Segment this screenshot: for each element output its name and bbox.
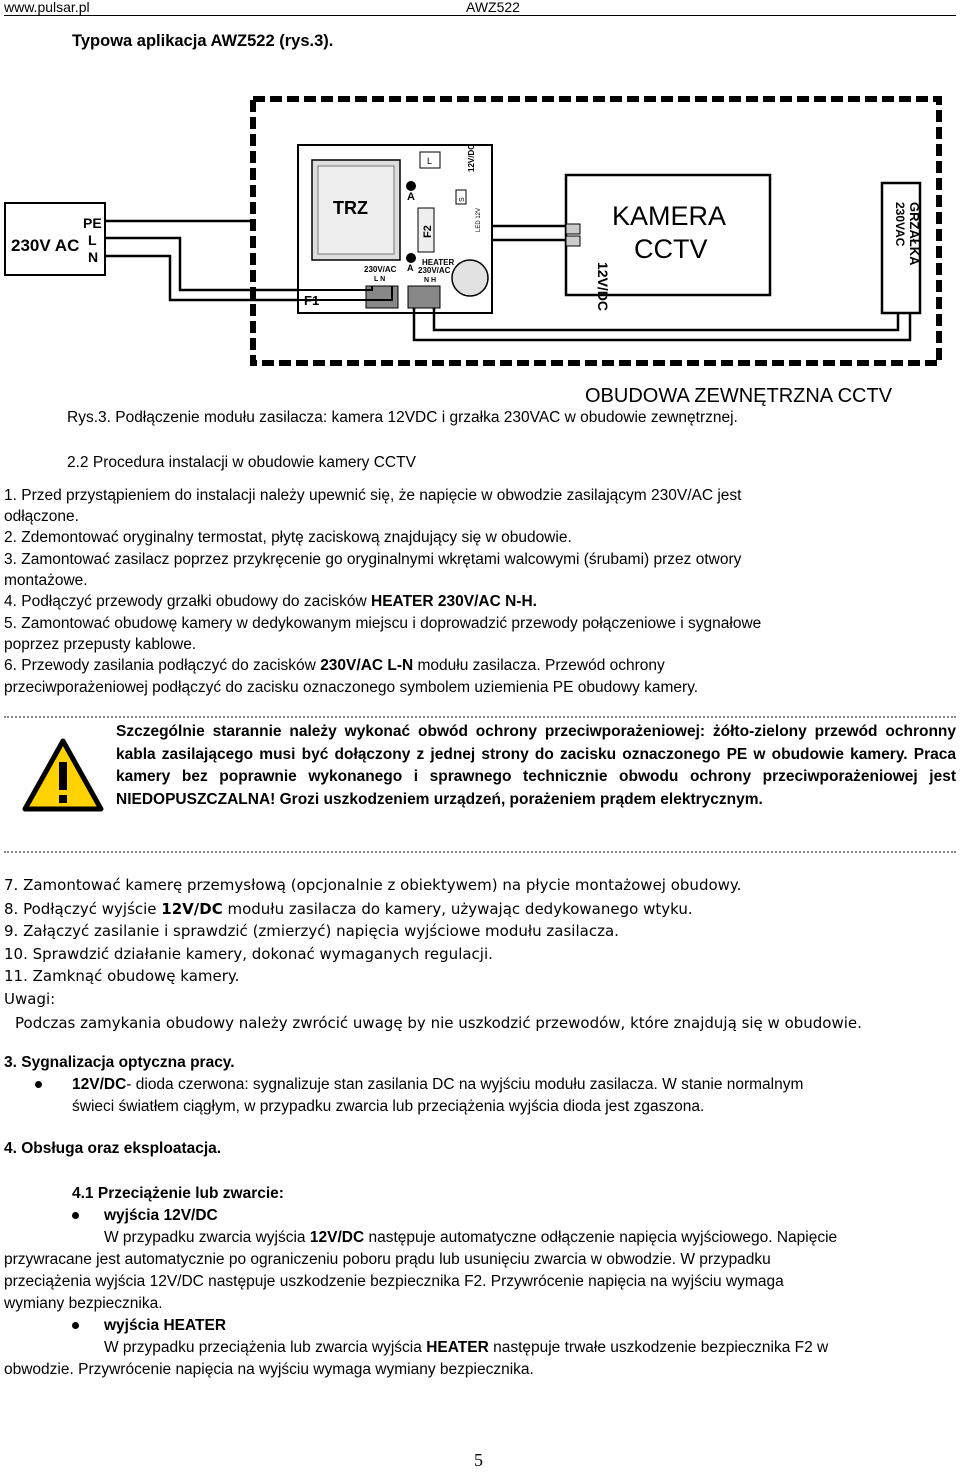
camera-title-2: CCTV xyxy=(634,234,708,264)
figure-title: Typowa aplikacja AWZ522 (rys.3). xyxy=(72,32,334,50)
notes-heading: Uwagi: xyxy=(4,990,56,1008)
wire-l xyxy=(105,238,298,290)
n-label: N xyxy=(88,249,99,265)
fuse-a2-icon xyxy=(406,253,416,263)
fuse-a1-icon xyxy=(406,181,416,191)
output-12vdc-suffix: następuje automatyczne odłączenie napięcia wyjściowego. Napięcie xyxy=(364,1229,838,1246)
step-3-line-2: montażowe. xyxy=(4,572,88,589)
warning-bottom-rule xyxy=(4,851,956,853)
terminal-heater-block xyxy=(408,286,440,308)
terminal-heater-ac: 230V/AC xyxy=(418,266,451,275)
step-6 xyxy=(4,655,665,677)
camera-title-1: KAMERA xyxy=(612,201,727,231)
mains-label: 230V AC xyxy=(11,236,80,255)
warning-text: Szczególnie starannie należy wykonać obwód ochrony przeciwporażeniowej: żółto-zielony przewód ochronny kabla zasilającego musi być dołączony z jednej strony do zacisku oznaczonego PE w obudowie kamery. Praca kamery bez poprawnie wykonanego i sprawnego technicznie obwodu ochrony przeciwporażeniowej jest NIEDOPUSZCZALNA! Grozi uszkodzeniem urządzeń, porażeniem prądem elektrycznym. xyxy=(116,723,956,808)
pcb-12vdc: 12V/DC xyxy=(467,143,476,172)
step-11: 11. Zamknąć obudowę kamery. xyxy=(4,967,240,985)
f1-label: F1 xyxy=(304,293,320,308)
step-1-line-1: 1. Przed przystąpieniem do instalacji należy upewnić się, że napięcie w obwodzie zasilającym 230V/AC jest xyxy=(4,487,742,504)
step-4-terminal: HEATER 230V/AC N-H. xyxy=(371,593,537,610)
section-4-title: 4. Obsługa oraz eksploatacja. xyxy=(4,1140,222,1157)
pcb-top-l: L xyxy=(427,156,433,166)
step-8-output: 12V/DC xyxy=(161,900,223,918)
step-6-suffix: modułu zasilacza. Przewód ochrony xyxy=(413,657,665,674)
wire-heater-h xyxy=(434,308,898,330)
output-12vdc-line-1 xyxy=(104,1227,837,1249)
output-heater-text: W przypadku przeciążenia lub zwarcia wyjścia xyxy=(104,1339,427,1356)
pcb-s: S xyxy=(459,197,466,202)
notes-text: Podczas zamykania obudowy należy zwrócić uwagę by nie uszkodzić przewodów, które znajdują się w obudowie. xyxy=(15,1014,862,1032)
fuse-a1-label: A xyxy=(407,191,415,203)
wire-n xyxy=(105,256,298,300)
step-4 xyxy=(4,591,537,613)
pcb-led: LED 12V xyxy=(476,207,482,232)
bullet-icon xyxy=(72,1212,79,1219)
pe-label: PE xyxy=(83,215,102,231)
output-heater-line-2: obwodzie. Przywrócenie napięcia na wyjściu wymaga wymiany bezpiecznika. xyxy=(4,1361,534,1378)
step-8-suffix: modułu zasilacza do kamery, używając dedykowanego wtyku. xyxy=(222,900,693,918)
output-12vdc-line-2: przywracane jest automatycznie po ograniczeniu poboru prądu lub usunięciu zwarcia w obwodzie. W przypadku xyxy=(4,1251,771,1268)
led-description-line-1 xyxy=(72,1074,803,1096)
step-6-line-2: przeciwporażeniowej podłączyć do zacisku oznaczonego symbolem uziemienia PE obudowy kamery. xyxy=(4,679,699,696)
section-3-title: 3. Sygnalizacja optyczna pracy. xyxy=(4,1054,235,1071)
step-6-text: 6. Przewody zasilania podłączyć do zacisków xyxy=(4,657,321,674)
camera-input-label: 12V/DC xyxy=(595,262,611,312)
pcb-capacitor xyxy=(452,260,488,296)
step-7: 7. Zamontować kamerę przemysłową (opcjonalnie z obiektywem) na płycie montażowej obudowy. xyxy=(4,876,742,894)
terminal-heater-nh: N H xyxy=(424,277,437,284)
output-heater-name: HEATER xyxy=(426,1339,489,1356)
header-site: www.pulsar.pl xyxy=(4,0,90,15)
terminal-ac-ln: L N xyxy=(374,276,386,283)
heater-label-1: GRZAŁKA xyxy=(907,202,922,266)
page-number: 5 xyxy=(474,1450,483,1470)
step-8 xyxy=(4,898,693,920)
led-name: 12V/DC xyxy=(72,1076,127,1093)
led-description-line-2: świeci światłem ciągłym, w przypadku zwarcia lub przeciążenia wyjścia dioda jest zgaszona. xyxy=(72,1098,705,1115)
section-22-title: 2.2 Procedura instalacji w obudowie kamery CCTV xyxy=(67,454,416,471)
output-12vdc-line-4: wymiany bezpiecznika. xyxy=(4,1295,163,1312)
output-12vdc-title: wyjścia 12V/DC xyxy=(104,1207,218,1224)
bullet-icon xyxy=(35,1081,42,1088)
bullet-icon xyxy=(72,1322,79,1329)
output-heater-line-1 xyxy=(104,1337,828,1359)
wiring-diagram xyxy=(0,0,960,412)
trz-label: TRZ xyxy=(333,198,368,218)
step-9: 9. Załączyć zasilanie i sprawdzić (zmierzyć) napięcia wyjściowe modułu zasilacza. xyxy=(4,922,619,940)
l-label: L xyxy=(88,232,97,248)
step-2: 2. Zdemontować oryginalny termostat, płytę zaciskową znajdujący się w obudowie. xyxy=(4,529,572,546)
warning-triangle-icon xyxy=(22,738,104,812)
step-1-line-2: odłączone. xyxy=(4,508,79,525)
step-5-line-2: poprzez przepusty kablowe. xyxy=(4,636,197,653)
f2-label: F2 xyxy=(422,225,434,238)
terminal-ac-label: 230V/AC xyxy=(364,265,397,274)
figure-caption: Rys.3. Podłączenie modułu zasilacza: kamera 12VDC i grzałka 230VAC w obudowie zewnętrznej. xyxy=(67,409,738,426)
enclosure-label: OBUDOWA ZEWNĘTRZNA CCTV xyxy=(585,385,893,407)
warning-top-rule xyxy=(4,716,956,718)
header-doc: AWZ522 xyxy=(466,0,520,15)
step-4-text: 4. Podłączyć przewody grzałki obudowy do zacisków xyxy=(4,593,372,610)
terminal-heater-label: HEATER xyxy=(422,258,455,267)
step-8-text: 8. Podłączyć wyjście xyxy=(4,900,162,918)
step-5-line-1: 5. Zamontować obudowę kamery w dedykowanym miejscu i doprowadzić przewody połączeniowe i sygnałowe xyxy=(4,615,762,632)
output-12vdc-name: 12V/DC xyxy=(309,1229,365,1246)
step-10: 10. Sprawdzić działanie kamery, dokonać wymaganych regulacji. xyxy=(4,945,493,963)
step-3-line-1: 3. Zamontować zasilacz poprzez przykręcenie go oryginalnymi wkrętami walcowymi (śrubami) przez otwory xyxy=(4,551,742,568)
output-12vdc-text: W przypadku zwarcia wyjścia xyxy=(104,1229,310,1246)
output-heater-title: wyjścia HEATER xyxy=(104,1317,227,1334)
output-12vdc-line-3: przeciążenia wyjścia 12V/DC następuje uszkodzenie bezpiecznika F2. Przywrócenie napięcia na wyjściu wymaga xyxy=(4,1273,784,1290)
heater-label-2: 230VAC xyxy=(893,202,907,247)
led-description: - dioda czerwona: sygnalizuje stan zasilania DC na wyjściu modułu zasilacza. W stanie normalnym xyxy=(126,1076,804,1093)
output-heater-suffix: następuje trwałe uszkodzenie bezpiecznika F2 w xyxy=(488,1339,829,1356)
fuse-a2-label: A xyxy=(407,263,414,273)
section-41-title: 4.1 Przeciążenie lub zwarcie: xyxy=(72,1185,284,1202)
step-6-terminal: 230V/AC L-N xyxy=(320,657,414,674)
